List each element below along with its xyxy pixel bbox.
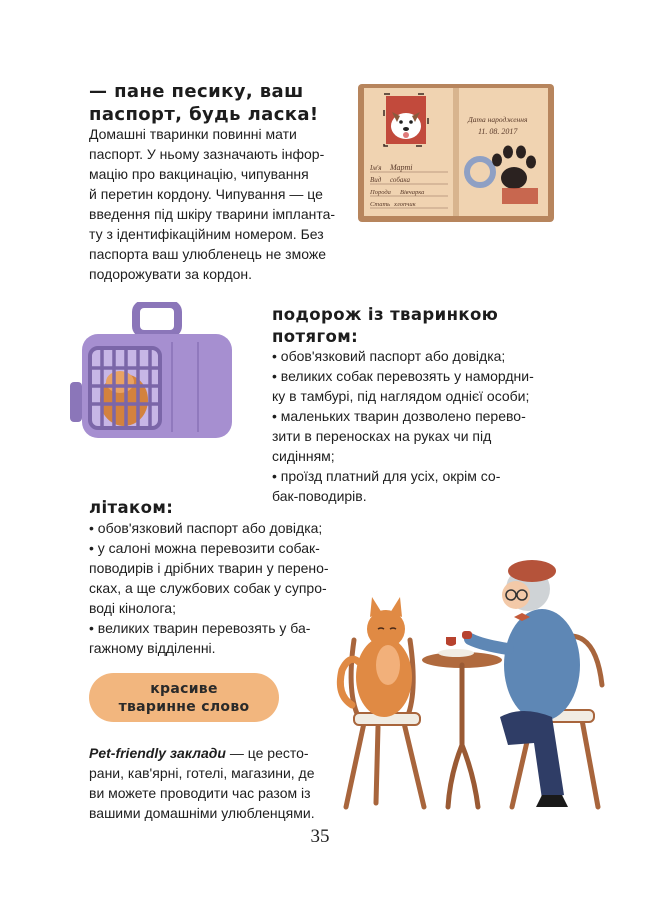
list-item: • великих тварин перевозять у ба- гажному відділенні. (89, 618, 329, 658)
text-line: подорожувати за кордон. (89, 266, 253, 282)
pet-carrier-illustration (64, 302, 244, 444)
text-line: ту з ідентифікаційним номером. Без (89, 226, 324, 242)
passport-species-value: собака (390, 176, 410, 184)
text-line: ви можете проводити час разом із (89, 785, 311, 801)
text-line: введення під шкіру тварини імпланта- (89, 206, 336, 222)
beautiful-word-badge (89, 673, 279, 722)
term: Pet-friendly заклади (89, 745, 226, 761)
text-line: Домашні тваринки повинні мати (89, 126, 297, 142)
passport-sex-value: хлопчик (394, 201, 416, 208)
heading-line: потягом: (272, 327, 359, 346)
passport-breed-value: Вівчарка (400, 189, 425, 196)
list-item: • у салоні можна перевозити собак- поводирів і дрібних тварин у перено- сках, а ще службових собак у супро- воді кінолога; (89, 538, 329, 618)
text-line: Pet-friendly заклади — це ресто- (89, 745, 309, 761)
list-item: • великих собак перевозять у намордни- ку в тамбурі, під наглядом однієї особи; (272, 366, 534, 406)
passport-species-label: Вид (370, 176, 382, 184)
badge-line: тваринне слово (118, 698, 250, 715)
train-heading (272, 304, 498, 348)
list-item: • обов'язковий паспорт або довідка; (89, 518, 329, 538)
train-rules-list (272, 346, 534, 506)
plane-heading (89, 497, 173, 519)
heading-line: літаком: (89, 498, 174, 517)
plane-rules-list (89, 518, 329, 658)
heading-line: — пане песику, ваш (89, 81, 304, 102)
text-line: рани, кав'ярні, готелі, магазини, де (89, 765, 315, 781)
text-line: вашими домашніми улюбленцями. (89, 805, 315, 821)
cafe-illustration (332, 545, 607, 820)
text-line: мацію про вакцинацію, чипування (89, 166, 309, 182)
badge-line: красиве (150, 680, 218, 697)
list-item: • обов'язковий паспорт або довідка; (272, 346, 534, 366)
passport-name-value: Марті (390, 163, 413, 172)
text-line: паспорта ваш улюбленець не зможе (89, 246, 326, 262)
page-number: 35 (310, 826, 330, 847)
pet-friendly-definition (89, 743, 315, 823)
passport-sex-label: Стать (370, 201, 391, 208)
list-item: • проїзд платний для усіх, окрім со- бак-поводирів. (272, 466, 534, 506)
passport-name-label: Ім'я (370, 164, 382, 172)
passport-birth-date: 11. 08. 2017 (478, 127, 518, 136)
pet-passport-illustration (356, 80, 556, 224)
heading-line: подорож із тваринкою (272, 305, 499, 324)
text-line: й перетин кордону. Чипування — це (89, 186, 323, 202)
passport-paragraph (89, 124, 335, 284)
passport-birth-label: Дата народження (468, 115, 528, 124)
heading-line: паспорт, будь ласка! (89, 104, 319, 125)
passport-heading (89, 80, 319, 126)
list-item: • маленьких тварин дозволено перево- зити в переносках на руках чи під сидінням; (272, 406, 534, 466)
text-line: паспорт. У ньому зазначають інфор- (89, 146, 325, 162)
passport-breed-label: Порода (370, 189, 391, 196)
